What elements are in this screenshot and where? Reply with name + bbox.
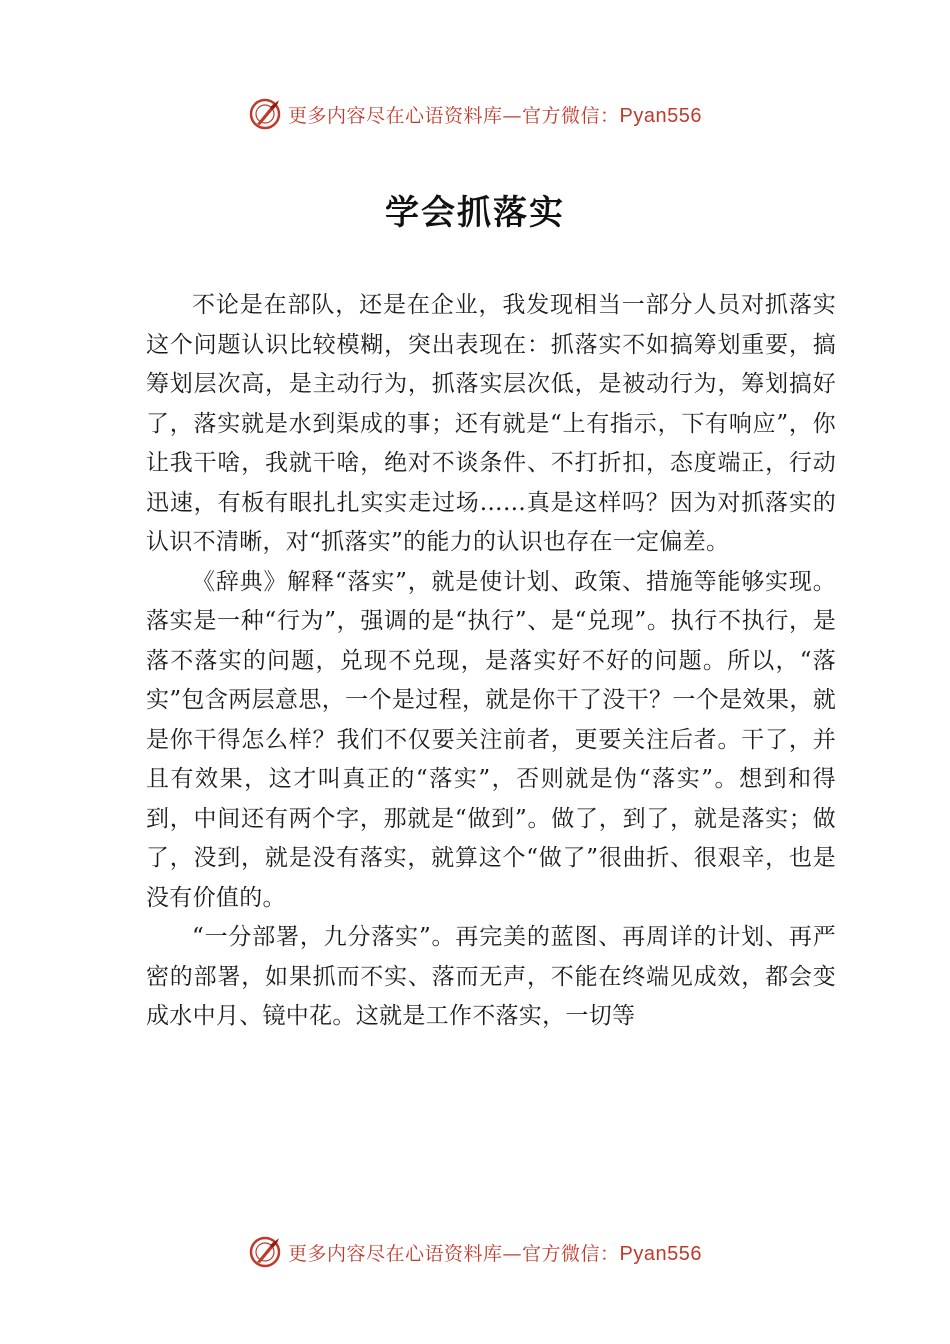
watermark-header (0, 94, 950, 134)
watermark-wechat-id: Pyan556 (619, 1242, 702, 1265)
watermark-text: 更多内容尽在心语资料库—官方微信：Pyan556 (288, 1242, 702, 1265)
paragraph-1: 不论是在部队，还是在企业，我发现相当一部分人员对抓落实这个问题认识比较模糊，突出表现在：抓落实不如搞筹划重要，搞筹划层次高，是主动行为，抓落实层次低，是被动行为，筹划搞好了，落实就是水到渠成的事；还有就是“上有指示，下有响应”，你让我干啥，我就干啥，绝对不谈条件、不打折扣，态度端正，行动迅速，有板有眼扎扎实实走过场……真是这样吗？因为对抓落实的认识不清晰，对“抓落实”的能力的认识也存在一定偏差。 (146, 292, 836, 555)
paragraph-3: “一分部署，九分落实”。再完美的蓝图、再周详的计划、再严密的部署，如果抓而不实、落而无声，不能在终端见成效，都会变成水中月、镜中花。这就是工作不落实，一切等 (146, 924, 836, 1029)
paragraph-2: 《辞典》解释“落实”，就是使计划、政策、措施等能够实现。落实是一种“行为”，强调的是“执行”、是“兑现”。执行不执行，是落不落实的问题，兑现不兑现，是落实好不好的问题。所以，“落实”包含两层意思，一个是过程，就是你干了没干？一个是效果，就是你干得怎么样？我们不仅要关注前者，更要关注后者。干了，并且有效果，这才叫真正的“落实”，否则就是伪“落实”。想到和得到，中间还有两个字，那就是“做到”。做了，到了，就是落实；做了，没到，就是没有落实，就算这个“做了”很曲折、很艰辛，也是没有价值的。 (146, 568, 836, 911)
quill-seal-icon (248, 97, 282, 131)
quill-seal-icon (248, 1235, 282, 1269)
watermark-text: 更多内容尽在心语资料库—官方微信：Pyan556 (288, 104, 702, 127)
watermark-footer (0, 1232, 950, 1272)
document-title: 学会抓落实 (385, 193, 565, 233)
document-body (146, 286, 836, 1037)
watermark-wechat-id: Pyan556 (619, 104, 702, 127)
